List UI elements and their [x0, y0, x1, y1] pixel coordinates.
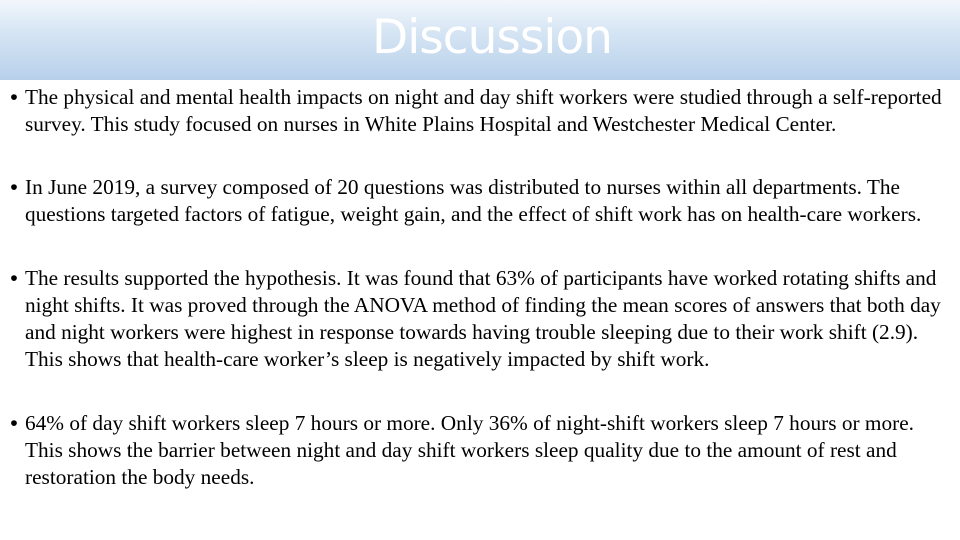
bullet-marker: •: [10, 411, 18, 435]
bullet-text: The results supported the hypothesis. It was found that 63% of participants have worked rotating shifts and night shifts. It was proved through the ANOVA method of finding the mean scores of answers that both day and night workers were highest in response towards having trouble sleeping due to their work shift (2.9). This shows that health-care worker’s sleep is negatively impacted by shift work.: [25, 266, 941, 371]
bullet-marker: •: [10, 85, 18, 109]
bullet-item: [0, 84, 960, 138]
bullet-marker: •: [10, 266, 18, 290]
bullet-item: [0, 174, 960, 228]
bullet-text: The physical and mental health impacts on night and day shift workers were studied through a self-reported survey. This study focused on nurses in White Plains Hospital and Westchester Medical Center.: [25, 85, 942, 136]
title-bar: [0, 0, 960, 80]
bullet-text: In June 2019, a survey composed of 20 questions was distributed to nurses within all departments. The questions targeted factors of fatigue, weight gain, and the effect of shift work has on health-care workers.: [25, 175, 922, 226]
bullet-item: [0, 410, 960, 491]
bullet-text: 64% of day shift workers sleep 7 hours or more. Only 36% of night-shift workers sleep 7 hours or more. This shows the barrier between night and day shift workers sleep quality due to the amount of rest and restoration the body needs.: [25, 411, 914, 489]
slide-title: Discussion: [372, 10, 612, 65]
bullet-marker: •: [10, 175, 18, 199]
bullet-item: [0, 265, 960, 373]
